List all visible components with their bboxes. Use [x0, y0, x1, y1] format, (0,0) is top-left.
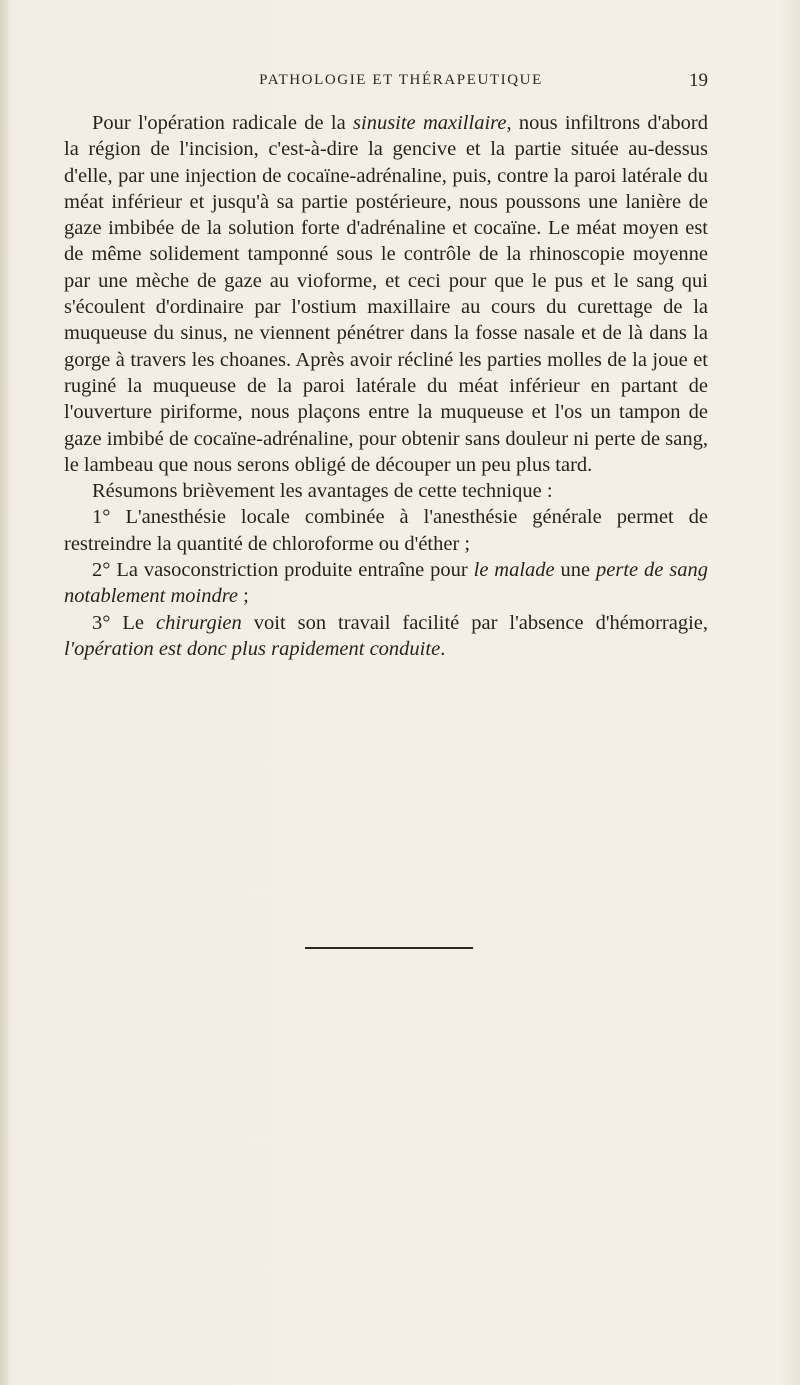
body-text: [64, 110, 708, 662]
paragraph-advantage-2: [64, 557, 708, 610]
page-number: 19: [689, 70, 708, 91]
text-run: 2° La vasoconstriction produite entraîne pour: [92, 559, 474, 582]
paragraph-operation: [64, 110, 708, 478]
italic-run: l'opération est donc plus rapidement conduite: [64, 637, 441, 660]
text-run: , nous infiltrons d'abord la région de l'incision, c'est-à-dire la gencive et la partie située au-dessus d'elle, par une injection de cocaïne-adrénaline, puis, contre la paroi latérale du méat inférieur et jusqu'à sa partie postérieure, nous poussons une lanière de gaze imbibée de la solution forte d'adrénaline et cocaïne. Le méat moyen est de même solidement tamponné sous le contrôle de la rhinoscopie moyenne par une mèche de gaze au vioforme, et ceci pour que le pus et le sang qui s'écoulent d'ordinaire par l'ostium maxillaire au cours du curettage de la muqueuse du sinus, ne viennent pénétrer dans la fosse nasale et de là dans la gorge à travers les choanes. Après avoir récliné les parties molles de la joue et ruginé la muqueuse de la paroi latérale du méat inférieur en partant de l'ouverture piriforme, nous plaçons entre la muqueuse et l'os un tampon de gaze imbibé de cocaïne-adrénaline, pour obtenir sans douleur ni perte de sang, le lambeau que nous serons obligé de découper un peu plus tard.: [64, 112, 708, 476]
text-run: 3° Le: [92, 611, 156, 634]
paragraph-advantage-3: [64, 610, 708, 663]
running-title: PATHOLOGIE ET THÉRAPEUTIQUE: [259, 72, 543, 88]
text-run: .: [440, 637, 446, 660]
section-end-rule: [305, 947, 473, 949]
paragraph-advantage-1: 1° L'anesthésie locale combinée à l'anesthésie générale permet de restreindre la quantité de chloroforme ou d'éther ;: [64, 506, 708, 555]
italic-run: sinusite maxillaire: [353, 112, 507, 134]
page-gutter-shadow: [0, 0, 10, 1385]
text-run: voit son travail facilité par l'absence d'hémorragie,: [241, 611, 709, 634]
italic-run: perte de sang notablement moindre: [64, 559, 708, 608]
italic-run: chirurgien: [156, 611, 242, 634]
running-head: [64, 70, 708, 96]
italic-run: le malade: [473, 559, 555, 582]
text-run: une: [554, 559, 597, 582]
text-run: Pour l'opération radicale de la: [92, 112, 354, 134]
paragraph-summary: Résumons brièvement les avantages de cette technique :: [92, 480, 553, 503]
text-run: ;: [238, 585, 249, 608]
